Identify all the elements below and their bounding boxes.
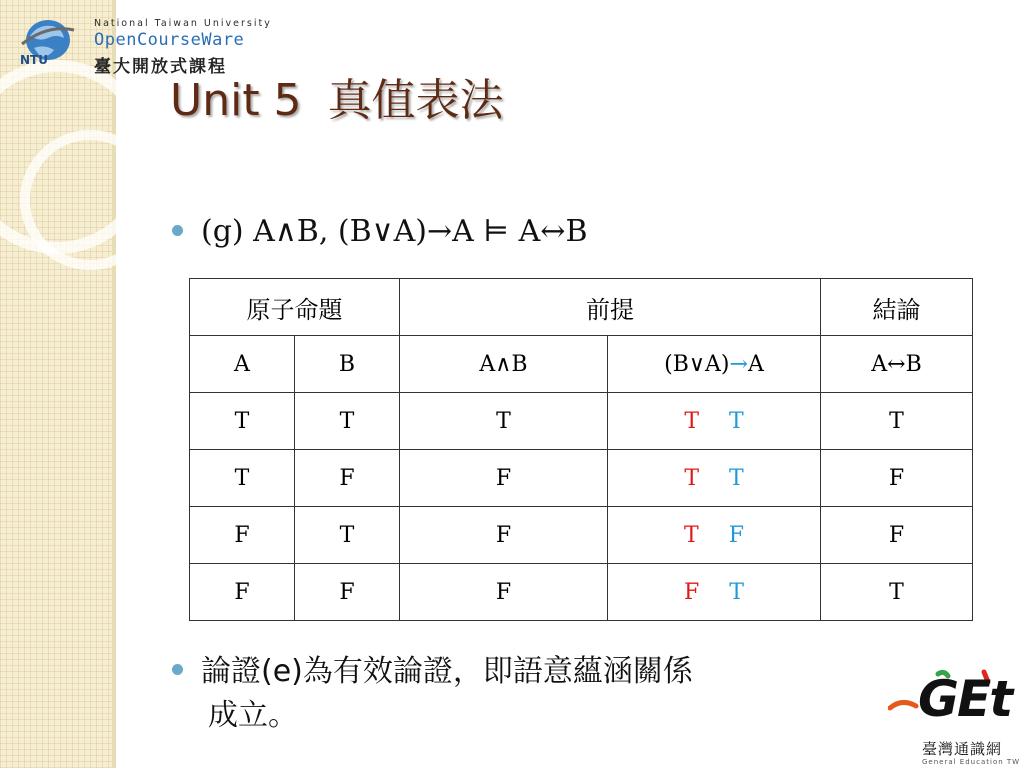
table-group-header-row [190,279,973,336]
header-atomic-propositions: 原子命題 [190,279,400,336]
cell-a: F [190,507,295,564]
get-logo-word: GEt [918,670,1012,728]
cell-b-or-a-implies-a [608,507,821,564]
cell-a-and-b: T [400,393,608,450]
bullet-conclusion-line1: 論證(e)為有效論證，即語意蘊涵關係 [201,654,693,689]
cell-a: T [190,393,295,450]
get-logo-chinese: 臺灣通識網 [922,740,1003,758]
cell-b-or-a-value: T [684,408,699,434]
table-row [190,564,973,621]
cell-a-and-b: F [400,507,608,564]
header-conclusion: 結論 [821,279,973,336]
logo-university-name: National Taiwan University [94,18,272,29]
cell-implication-value: T [729,465,744,491]
table-row [190,450,973,507]
logo-chinese-name: 臺大開放式課程 [94,57,227,77]
cell-implication-value: T [729,408,744,434]
bullet-argument [172,214,587,249]
cell-a-and-b: F [400,564,608,621]
logo-ocw-name: OpenCourseWare [94,30,245,50]
col-header-b-or-a-implies-a [608,336,821,393]
col-header-a: A [190,336,295,393]
cell-b-or-a-implies-a [608,564,821,621]
ntu-globe-text: NTU [20,53,48,66]
cell-implication-value: F [728,522,744,548]
cell-b-or-a-value: T [684,465,699,491]
bullet-conclusion-line2: 成立。 [208,698,298,733]
bullet-dot-icon [172,225,183,236]
cell-b: T [295,393,400,450]
cell-b-or-a-implies-a [608,393,821,450]
cell-a-iff-b: T [821,564,973,621]
slide-title-subject: 真值表法 [327,75,504,126]
bullet-dot-icon [172,664,183,675]
cell-b-or-a-value: F [684,579,700,605]
cell-b: F [295,564,400,621]
col-header-a-and-b: A∧B [400,336,608,393]
cell-a: F [190,564,295,621]
cell-b-or-a-implies-a [608,450,821,507]
table-row [190,507,973,564]
slide-title-unit: Unit 5 [170,75,302,126]
col-header-a-iff-b: A↔B [821,336,973,393]
truth-table [189,278,973,621]
cell-a-and-b: F [400,450,608,507]
get-logo-english: General Education TW [922,758,1021,766]
slide-title [170,64,504,128]
bullet-conclusion [172,650,693,738]
cell-a-iff-b: F [821,450,973,507]
cell-a: T [190,450,295,507]
col-header-p2-left: (B∨A) [664,351,730,377]
cell-a-iff-b: T [821,393,973,450]
col-header-p2-right: A [747,351,764,377]
get-logo [888,668,1024,768]
table-row [190,393,973,450]
cell-b: F [295,450,400,507]
col-header-b: B [295,336,400,393]
globe-icon [18,14,76,66]
cell-implication-value: T [729,579,744,605]
table-column-header-row [190,336,973,393]
header-premises: 前提 [400,279,821,336]
cell-a-iff-b: F [821,507,973,564]
bullet-argument-text: (g) A∧B, (B∨A)→A ⊨ A↔B [201,214,588,249]
cell-b-or-a-value: T [684,522,699,548]
cell-b: T [295,507,400,564]
implies-arrow-icon: → [729,351,748,377]
decorative-ring [20,130,160,270]
